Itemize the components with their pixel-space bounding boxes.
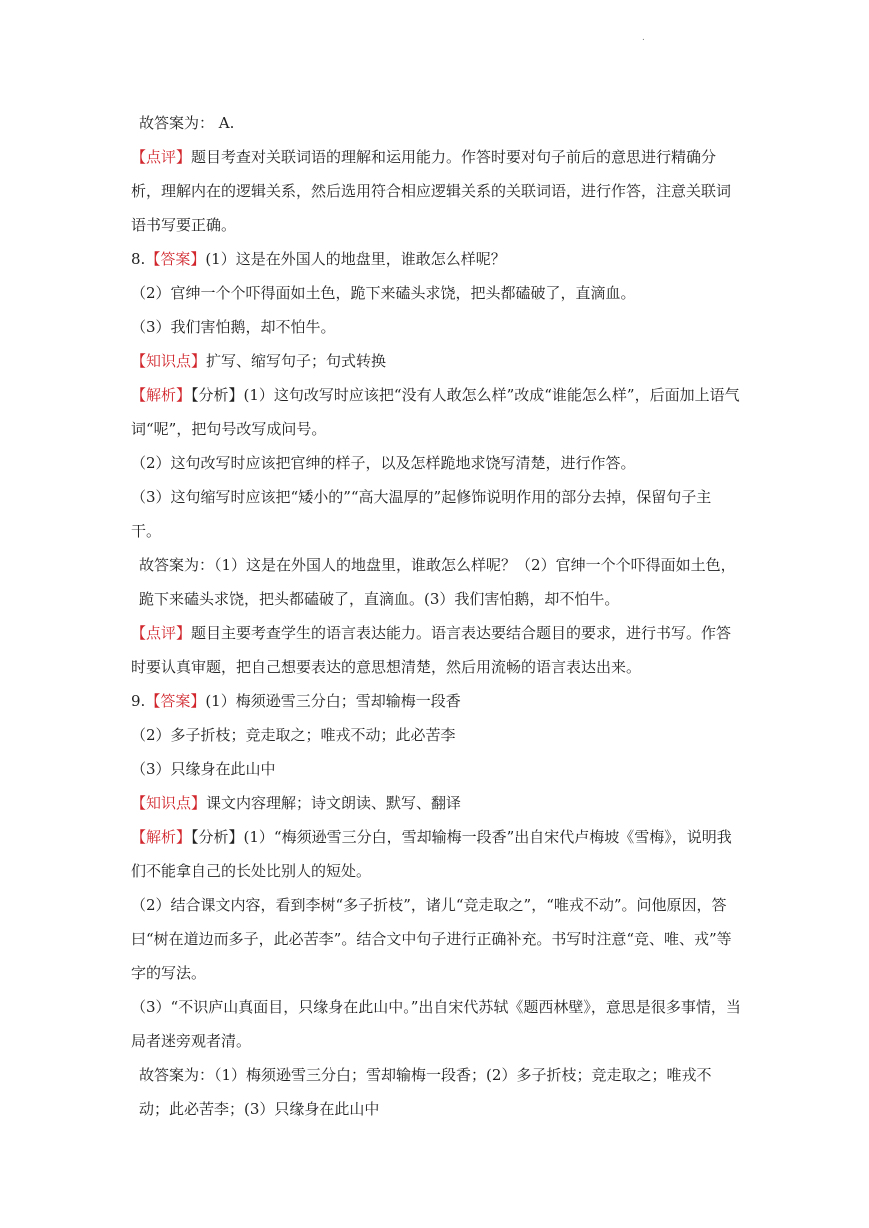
q8-final-answer: 故答案为：（1）这是在外国人的地盘里，谁敢怎么样呢？（2）官绅一个个吓得面如土色，跪下来磕头求饶，把头都磕破了，直滴血。(3）我们害怕鹅，却不怕牛。: [139, 556, 736, 608]
q9-knowledge-point: [131, 786, 741, 820]
question-number: 8.: [131, 250, 146, 268]
q8-analysis-2: （2）这句改写时应该把官绅的样子，以及怎样跪地求饶写清楚，进行作答。: [131, 454, 636, 472]
q9-answer: [131, 684, 741, 718]
q8-knowledge-point: [131, 344, 741, 378]
q7-final-answer: 故答案为： A.: [139, 114, 235, 132]
q9-analysis-2: （2）结合课文内容，看到李树“多子折枝”，诸儿“竞走取之”，“唯戎不动”。问他原因，答曰“树在道边而多子，此必苦李”。结合文中句子进行正确补充。书写时注意“竞、唯、戎”等字的写法。: [131, 896, 732, 982]
comment-tag: 【点评】: [131, 148, 192, 166]
q9-analysis: [131, 820, 741, 888]
answer-tag: 【答案】: [145, 250, 206, 268]
answer-text: (1）梅须逊雪三分白；雪却输梅一段香: [205, 692, 461, 710]
q8-analysis: [131, 378, 741, 446]
analysis-text: 【分析】(1）“梅须逊雪三分白，雪却输梅一段香”出自宋代卢梅坡《雪梅》，说明我们不能拿自己的长处比别人的短处。: [131, 828, 732, 880]
header-mark: .: [642, 32, 645, 43]
knowledge-tag: 【知识点】: [131, 352, 207, 370]
knowledge-tag: 【知识点】: [131, 794, 207, 812]
document-body: [131, 106, 741, 1126]
q8-analysis-3: （3）这句缩写时应该把“矮小的”“高大温厚的”起修饰说明作用的部分去掉，保留句子主干。: [131, 488, 712, 540]
q9-final-answer: 故答案为：（1）梅须逊雪三分白；雪却输梅一段香；(2）多子折枝；竞走取之；唯戎不动；此必苦李；(3）只缘身在此山中: [139, 1066, 712, 1118]
knowledge-text: 扩写、缩写句子；句式转换: [206, 352, 387, 370]
knowledge-text: 课文内容理解；诗文朗读、默写、翻译: [206, 794, 462, 812]
q8-answer-3: （3）我们害怕鹅，却不怕牛。: [131, 318, 336, 336]
analysis-tag: 【解析】: [131, 386, 192, 404]
q9-analysis-3: （3）“不识庐山真面目，只缘身在此山中。”出自宋代苏轼《题西林壁》，意思是很多事情，当局者迷旁观者清。: [131, 998, 741, 1050]
answer-text: (1）这是在外国人的地盘里，谁敢怎么样呢？: [205, 250, 506, 268]
comment-text: 题目主要考查学生的语言表达能力。语言表达要结合题目的要求，进行书写。作答时要认真审题，把自己想要表达的意思想清楚，然后用流畅的语言表达出来。: [131, 624, 732, 676]
q8-answer-2: （2）官绅一个个吓得面如土色，跪下来磕头求饶，把头都磕破了，直滴血。: [131, 284, 636, 302]
q9-answer-2: （2）多子折枝；竞走取之；唯戎不动；此必苦李: [131, 726, 456, 744]
analysis-text: 【分析】(1）这句改写时应该把“没有人敢怎么样”改成“谁能怎么样”，后面加上语气词“呢”，把句号改写成问号。: [131, 386, 740, 438]
q8-answer: [131, 242, 741, 276]
analysis-tag: 【解析】: [131, 828, 192, 846]
comment-tag: 【点评】: [131, 624, 192, 642]
q7-comment: [131, 140, 741, 242]
q8-comment: [131, 616, 741, 684]
answer-tag: 【答案】: [145, 692, 206, 710]
comment-text: 题目考查对关联词语的理解和运用能力。作答时要对句子前后的意思进行精确分析，理解内在的逻辑关系，然后选用符合相应逻辑关系的关联词语，进行作答，注意关联词语书写要正确。: [131, 148, 732, 234]
q9-answer-3: （3）只缘身在此山中: [131, 760, 276, 778]
question-number: 9.: [131, 692, 146, 710]
